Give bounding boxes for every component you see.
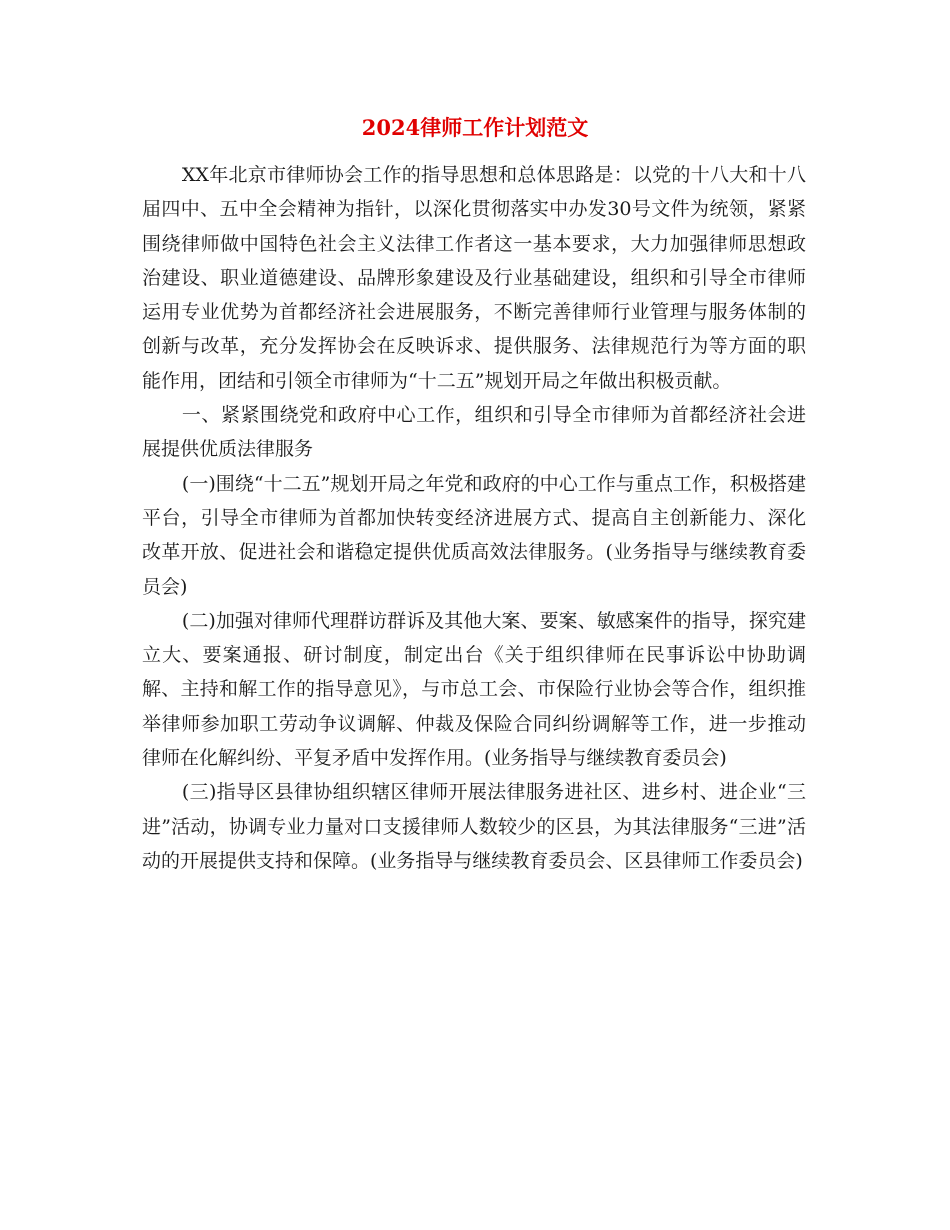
document-title: 2024律师工作计划范文 xyxy=(361,115,589,140)
document-body xyxy=(142,158,806,878)
paragraph-item-1: (一)围绕“十二五”规划开局之年党和政府的中心工作与重点工作，积极搭建平台，引导全市律师为首都加快转变经济进展方式、提高自主创新能力、深化改革开放、促进社会和谐稳定提供优质高效法律服务。(业务指导与继续教育委员会) xyxy=(142,472,806,598)
paragraph-section-heading: 一、紧紧围绕党和政府中心工作，组织和引导全市律师为首都经济社会进展提供优质法律服务 xyxy=(142,404,806,461)
paragraph-intro: XX年北京市律师协会工作的指导思想和总体思路是：以党的十八大和十八届四中、五中全会精神为指针，以深化贯彻落实中办发30号文件为统领，紧紧围绕律师做中国特色社会主义法律工作者这一基本要求，大力加强律师思想政治建设、职业道德建设、品牌形象建设及行业基础建设，组织和引导全市律师运用专业优势为首都经济社会进展服务，不断完善律师行业管理与服务体制的创新与改革，充分发挥协会在反映诉求、提供服务、法律规范行为等方面的职能作用，团结和引领全市律师为“十二五”规划开局之年做出积极贡献。 xyxy=(142,164,806,392)
paragraph-item-2: (二)加强对律师代理群访群诉及其他大案、要案、敏感案件的指导，探究建立大、要案通报、研讨制度，制定出台《关于组织律师在民事诉讼中协助调解、主持和解工作的指导意见》，与市总工会、市保险行业协会等合作，组织推举律师参加职工劳动争议调解、仲裁及保险合同纠纷调解等工作，进一步推动律师在化解纠纷、平复矛盾中发挥作用。(业务指导与继续教育委员会) xyxy=(142,609,806,770)
paragraph-item-3: (三)指导区县律协组织辖区律师开展法律服务进社区、进乡村、进企业“三进”活动，协调专业力量对口支援律师人数较少的区县，为其法律服务“三进”活动的开展提供支持和保障。(业务指导与继续教育委员会、区县律师工作委员会) xyxy=(142,781,806,872)
